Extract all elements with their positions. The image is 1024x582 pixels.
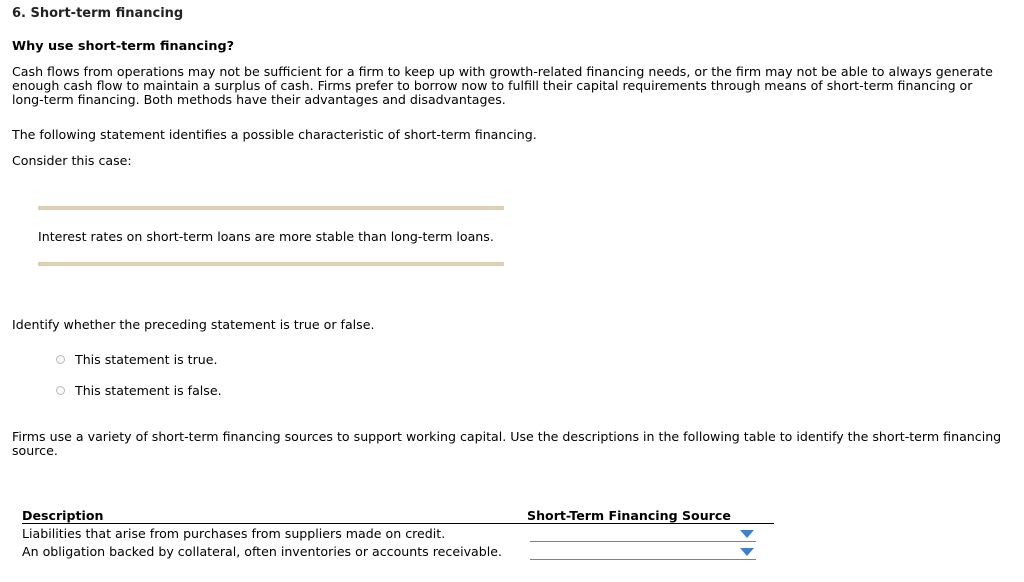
option-true[interactable] <box>56 352 218 367</box>
intro-paragraph: Cash flows from operations may not be sufficient for a firm to keep up with growth-related financing needs, or the firm may not be able to always generate enough cash flow to maintain a surplus of cash. Firms prefer to borrow now to fulfill their capital requirements through means of short-term financing or long-term financing. Both methods have their advantages and disadvantages. <box>12 64 993 108</box>
case-statement: Interest rates on short-term loans are more stable than long-term loans. <box>38 229 494 244</box>
column-header-description: Description <box>22 508 104 523</box>
financing-table <box>22 508 774 560</box>
section-title: 6. Short-term financing <box>12 6 184 21</box>
table-row <box>22 524 774 542</box>
subsection-title: Why use short-term financing? <box>12 39 235 54</box>
case-bottom-divider <box>38 262 504 266</box>
radio-button[interactable] <box>56 386 65 395</box>
table-row <box>22 542 774 560</box>
statement-intro: The following statement identifies a possible characteristic of short-term financing. <box>12 127 537 142</box>
case-top-divider <box>38 206 504 210</box>
row-description: An obligation backed by collateral, often inventories or accounts receivable. <box>22 544 502 559</box>
question-text: Identify whether the preceding statement is true or false. <box>12 317 375 332</box>
table-intro: Firms use a variety of short-term financing sources to support working capital. Use the descriptions in the following table to identify the short-term financing source. <box>12 429 1002 459</box>
chevron-down-icon[interactable] <box>740 530 754 538</box>
chevron-down-icon[interactable] <box>740 548 754 556</box>
financing-source-dropdown[interactable] <box>530 542 756 560</box>
option-label: This statement is false. <box>75 383 222 398</box>
column-header-source: Short-Term Financing Source <box>527 508 731 523</box>
table-header <box>22 508 774 524</box>
option-false[interactable] <box>56 383 222 398</box>
option-label: This statement is true. <box>75 352 218 367</box>
row-description: Liabilities that arise from purchases from suppliers made on credit. <box>22 526 446 541</box>
consider-label: Consider this case: <box>12 153 132 168</box>
radio-button[interactable] <box>56 355 65 364</box>
financing-source-dropdown[interactable] <box>530 524 756 542</box>
